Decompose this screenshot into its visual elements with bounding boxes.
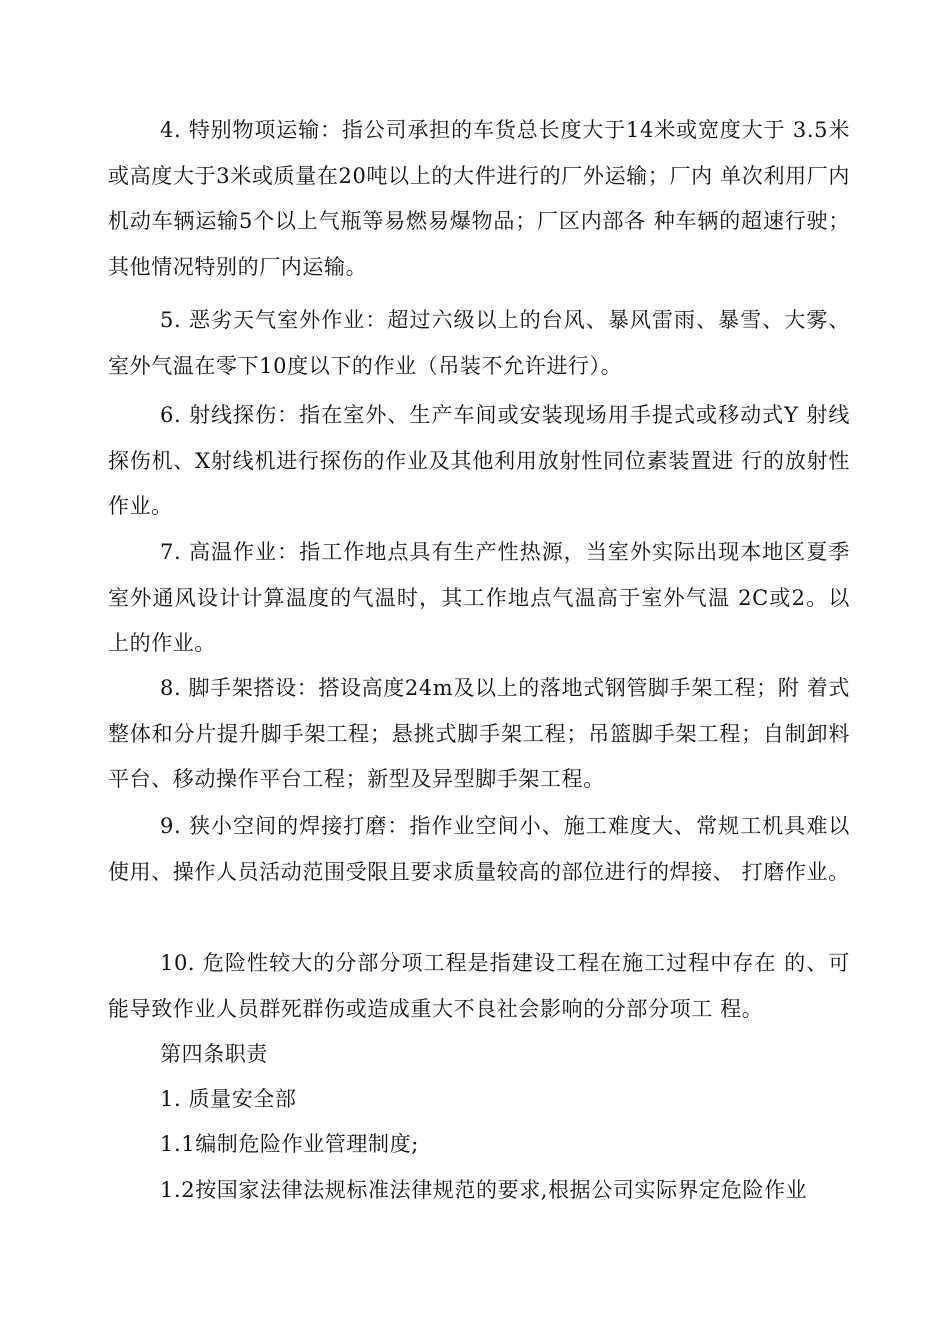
section-heading-responsibilities: 第四条职责 bbox=[160, 1042, 268, 1066]
list-item-1-2: 1.2按国家法律法规标准法律规范的要求,根据公司实际界定危险作业 bbox=[160, 1178, 808, 1202]
paragraph-scaffolding: 8. 脚手架搭设：搭设高度24m及以上的落地式钢管脚手架工程；附 着式整体和分片提升脚手架工程；悬挑式脚手架工程；吊篮脚手架工程；自制卸料平台、移动操作平台工程；新型及异型脚手架工程。 bbox=[108, 676, 850, 791]
paragraph-high-temperature: 7. 高温作业：指工作地点具有生产性热源，当室外实际出现本地区夏季室外通风设计计算温度的气温时，其工作地点气温高于室外气温 2C或2。以上的作业。 bbox=[108, 540, 850, 655]
paragraph-confined-welding: 9. 狭小空间的焊接打磨：指作业空间小、施工难度大、常规工机具难以使用、操作人员活动范围受限且要求质量较高的部位进行的焊接、 打磨作业。 bbox=[108, 814, 850, 884]
list-item-1-1: 1.1编制危险作业管理制度; bbox=[160, 1132, 419, 1156]
paragraph-radiographic-testing: 6. 射线探伤：指在室外、生产车间或安装现场用手提式或移动式Y 射线探伤机、X射线机进行探伤的作业及其他利用放射性同位素装置进 行的放射性作业。 bbox=[108, 403, 850, 518]
paragraph-special-transport: 4. 特别物项运输：指公司承担的车货总长度大于14米或宽度大于 3.5米或高度大于3米或质量在20吨以上的大件进行的厂外运输；厂内 单次利用厂内机动车辆运输5个以上气瓶等易燃易爆物品；厂区内部各 种车辆的超速行驶；其他情况特别的厂内运输。 bbox=[108, 118, 850, 279]
paragraph-bad-weather: 5. 恶劣天气室外作业：超过六级以上的台风、暴风雷雨、暴雪、大雾、室外气温在零下10度以下的作业（吊装不允许进行）。 bbox=[108, 308, 850, 378]
subsection-quality-safety: 1. 质量安全部 bbox=[160, 1087, 297, 1111]
paragraph-hazardous-works: 10. 危险性较大的分部分项工程是指建设工程在施工过程中存在 的、可能导致作业人员群死群伤或造成重大不良社会影响的分部分项工 程。 bbox=[108, 951, 850, 1021]
